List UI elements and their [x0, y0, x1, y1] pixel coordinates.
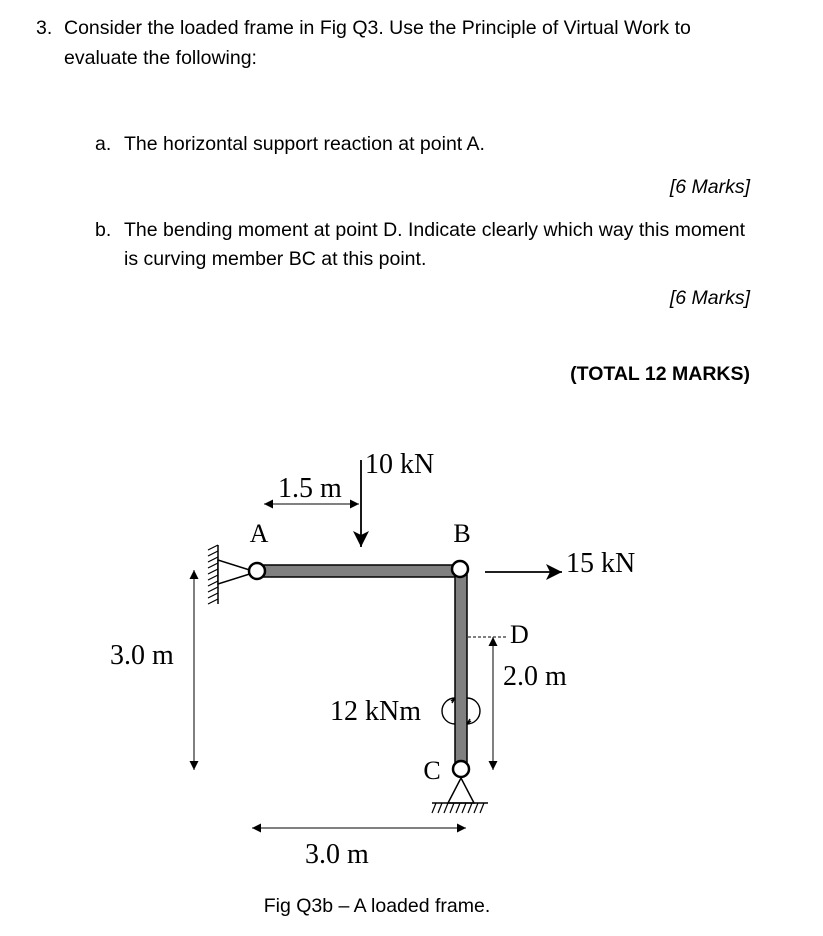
part-b-marks: [6 Marks]: [669, 287, 750, 309]
member-AB: [257, 565, 460, 577]
dimension-height-label: 3.0 m: [110, 640, 174, 671]
question-number: 3.: [36, 17, 53, 39]
joint-A: [249, 563, 265, 579]
question-text-line2: evaluate the following:: [64, 47, 257, 69]
horizontal-load-label: 15 kN: [566, 548, 636, 579]
dimension-1p5m-label: 1.5 m: [278, 473, 342, 504]
part-a-text: The horizontal support reaction at point A.: [124, 133, 485, 155]
figure-caption: Fig Q3b – A loaded frame.: [263, 895, 491, 917]
joint-C: [453, 761, 469, 777]
joint-B: [452, 561, 468, 577]
part-b-text-line2: is curving member BC at this point.: [124, 248, 427, 270]
moment-label: 12 kNm: [330, 696, 421, 727]
label-C: C: [423, 756, 441, 785]
dimension-span-label: 3.0 m: [305, 839, 369, 870]
label-B: B: [453, 519, 471, 548]
label-D: D: [510, 620, 529, 649]
total-marks: (TOTAL 12 MARKS): [570, 363, 750, 385]
point-load-label: 10 kN: [365, 449, 435, 480]
part-a-marks: [6 Marks]: [669, 176, 750, 198]
part-a-letter: a.: [95, 133, 112, 155]
dimension-2m-label: 2.0 m: [503, 661, 567, 692]
question-text-line1: Consider the loaded frame in Fig Q3. Use the Principle of Virtual Work to: [64, 17, 691, 39]
part-b-text-line1: The bending moment at point D. Indicate clearly which way this moment: [124, 219, 746, 241]
part-b-letter: b.: [95, 219, 112, 241]
label-A: A: [249, 519, 269, 548]
member-BC: [455, 569, 467, 769]
